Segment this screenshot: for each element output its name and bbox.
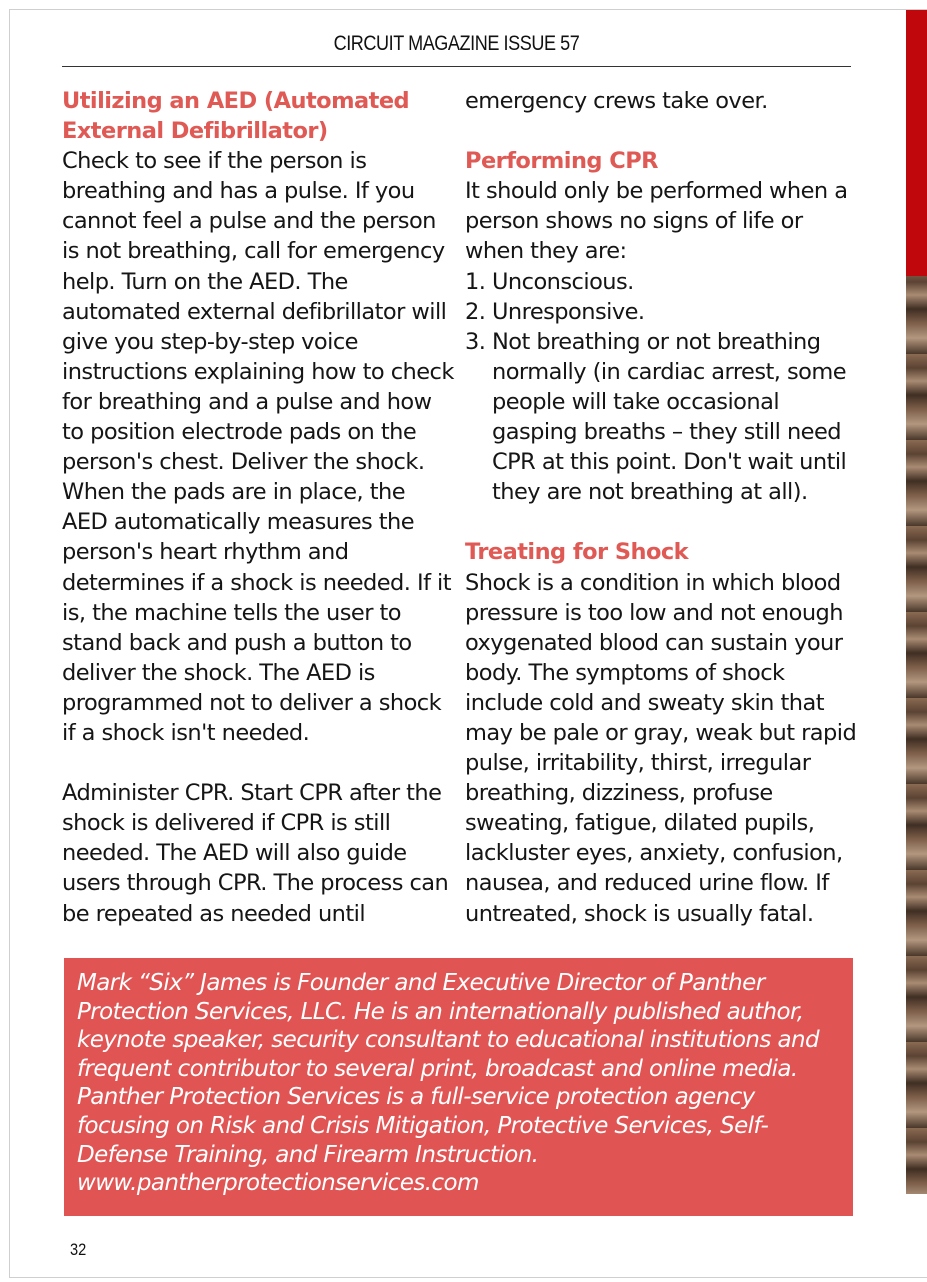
continuation-text: emergency crews take over. (465, 88, 768, 114)
list-text: Unconscious. (492, 268, 634, 295)
list-item (465, 297, 860, 327)
header-divider (62, 66, 851, 67)
list-item (465, 267, 860, 297)
shock-paragraph: Shock is a condition in which blood pressure is too low and not enough oxygenated blood can sustain your body. The symptoms of shock include cold and sweaty skin that may be pale or gray, weak but rapid pulse, irritability, thirst, irregular breathing, dizziness, profuse sweating, fatigue, dilated pupils, lackluster eyes, anxiety, confusion, nausea, and reduced urine flow. If untreated, shock is usually fatal. (465, 569, 857, 927)
cpr-heading: Performing CPR (465, 148, 658, 175)
aed-heading: Utilizing an AED (Automated External Defibrillator) (62, 88, 410, 145)
list-number: 2. (465, 298, 486, 325)
author-bio-box (64, 958, 853, 1216)
cpr-steps-list (465, 267, 860, 508)
paragraph-gap (465, 507, 860, 537)
list-number: 1. (465, 268, 486, 295)
paragraph-gap (62, 748, 454, 778)
cpr-intro: It should only be performed when a person shows no signs of life or when they are: (465, 178, 848, 265)
paragraph-gap (465, 116, 860, 146)
red-strip-decoration (906, 10, 927, 276)
list-item (465, 327, 860, 508)
author-website-link[interactable]: www.pantherprotectionservices.com (77, 1170, 479, 1197)
right-column (465, 86, 860, 929)
list-number: 3. (465, 328, 486, 355)
aed-paragraph: Check to see if the person is breathing and has a pulse. If you cannot feel a pulse and the person is not breathing, call for emergency help. Turn on the AED. The automated external defibrillator will give you step-by-step voice instructions explaining how to check for breathing and a pulse and how to position electrode pads on the person's chest. Deliver the shock. When the pads are in place, the AED automatically measures the person's heart rhythm and determines if a shock is needed. If it is, the machine tells the user to stand back and push a button to deliver the shock. The AED is programmed not to deliver a shock if a shock isn't needed. (62, 148, 454, 746)
author-bio-text: Mark “Six” James is Founder and Executive Director of Panther Protection Services, LLC. He is an internationally published author, keynote speaker, security consultant to educational institutions and frequent contributor to several print, broadcast and online media. Panther Protection Services is a full-service protection agency focusing on Risk and Crisis Mitigation, Protective Services, Self-Defense Training, and Firearm Instruction. (77, 970, 819, 1168)
list-text: Unresponsive. (492, 298, 645, 325)
page-number: 32 (70, 1240, 87, 1259)
list-text: Not breathing or not breathing normally (in cardiac arrest, some people will take occasional gasping breaths – they still need CPR at this point. Don't wait until they are not breathing at all). (492, 328, 847, 506)
left-column (62, 86, 454, 929)
magazine-header: CIRCUIT MAGAZINE ISSUE 57 (333, 32, 580, 55)
cpr-admin-paragraph: Administer CPR. Start CPR after the shock is delivered if CPR is still needed. The AED will also guide users through CPR. The process can be repeated as needed until (62, 780, 449, 927)
shock-heading: Treating for Shock (465, 539, 689, 566)
